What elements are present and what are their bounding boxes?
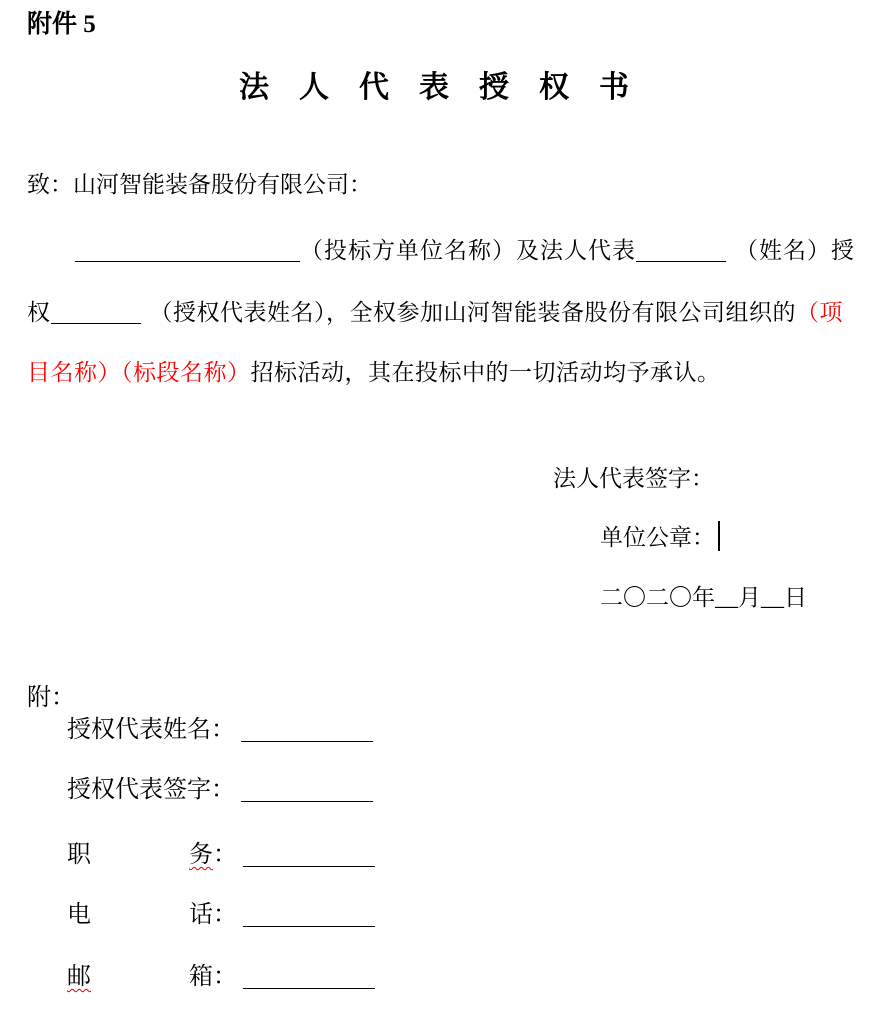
project-name-placeholder-red: （项 [796,300,843,325]
section-name-placeholder-red: 目名称）（标段名称） [27,360,251,385]
colon: ： [211,717,235,743]
body-text-segment: （投标方单位名称）及法人代表 [300,238,636,263]
phone-label-char2: 话 [189,902,213,928]
email-fill-blank[interactable] [243,964,375,989]
colon: ： [213,964,237,990]
phone-row [67,898,375,932]
authorized-rep-name-blank[interactable] [51,300,141,324]
rep-signature-fill-blank[interactable] [241,777,373,802]
rep-name-label: 授权代表姓名 [67,717,211,743]
attachment-number: 附件 5 [27,11,96,38]
company-seal-line [600,521,720,555]
phone-label-char1: 电 [67,902,91,928]
email-label [67,960,213,994]
rep-name-fill-blank[interactable] [241,717,373,742]
body-line-3 [27,356,721,390]
email-label-char2: 箱 [189,964,213,990]
date-line: 二〇二〇年__月__日 [600,585,807,610]
rep-signature-label: 授权代表签字 [67,777,211,803]
colon: ： [211,777,235,803]
body-text-segment: （授权代表姓名），全权参加山河智能装备股份有限公司组织的 [149,300,796,325]
phone-fill-blank[interactable] [243,902,375,927]
body-text-segment: 招标活动，其在投标中的一切活动均予承认。 [250,360,721,385]
position-label-char2-misspell: 务 [189,842,213,868]
body-line-1 [27,234,855,268]
position-label-char1: 职 [67,842,91,868]
bidder-unit-name-blank[interactable] [75,238,300,262]
rep-name-row [67,713,373,747]
legal-rep-name-blank[interactable] [636,238,726,262]
body-text-segment: （姓名）授 [735,238,855,263]
phone-label [67,898,213,932]
email-label-char1-misspell: 邮 [67,964,91,990]
email-row [67,960,375,994]
body-line-2 [27,296,843,330]
rep-signature-row [67,773,373,807]
position-label [67,838,213,872]
appendix-heading: 附： [27,685,75,711]
body-text-segment: 权 [27,300,51,325]
position-row [67,838,375,872]
company-seal-label: 单位公章： [600,525,715,550]
salutation-line: 致：山河智能装备股份有限公司： [27,172,372,197]
colon: ： [213,902,237,928]
colon: ： [213,842,237,868]
legal-rep-signature-label: 法人代表签字： [553,466,714,491]
position-fill-blank[interactable] [243,842,375,867]
document-title: 法人代表授权书 [239,71,659,104]
text-cursor [718,521,720,551]
